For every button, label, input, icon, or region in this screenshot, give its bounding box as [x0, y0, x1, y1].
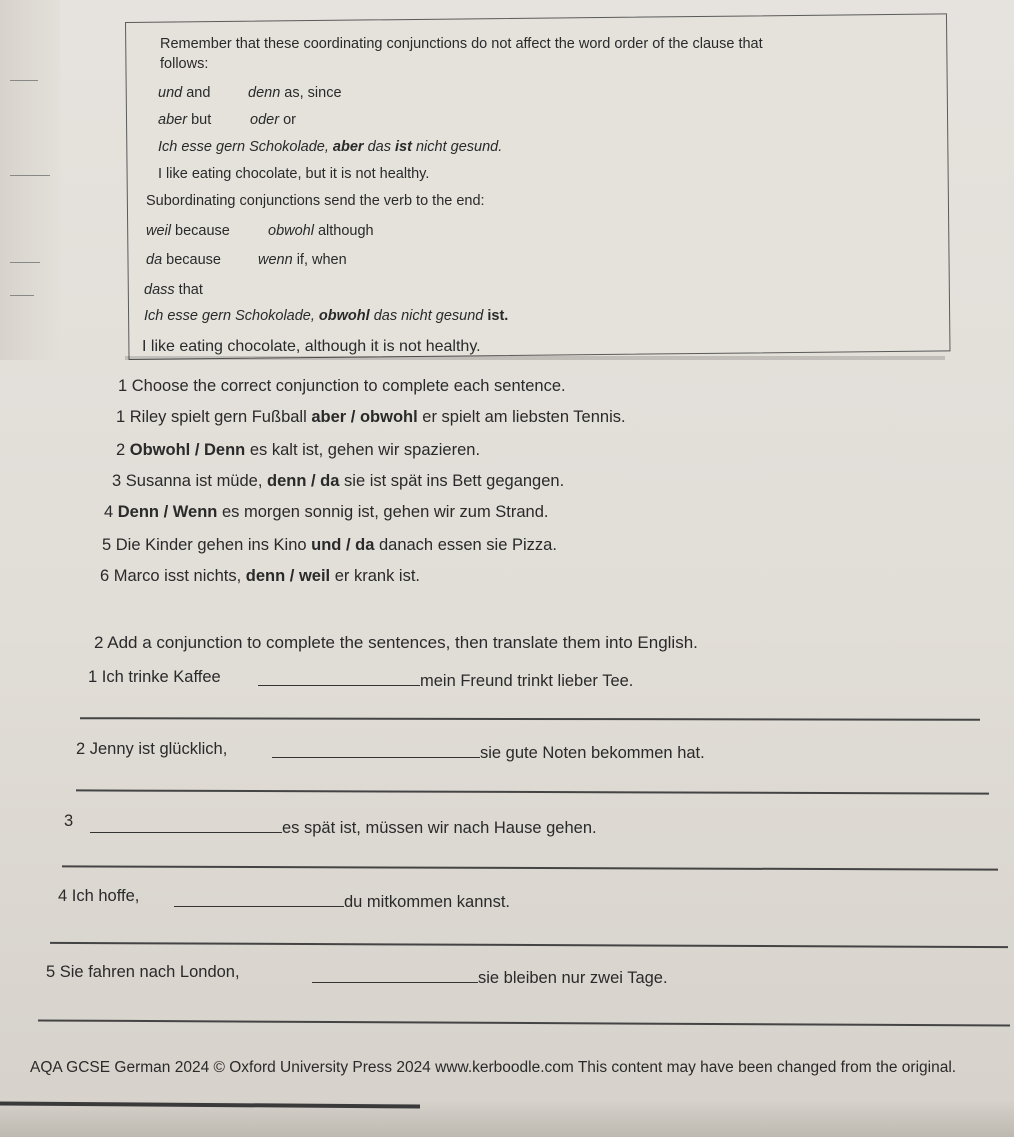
conjunction-choice[interactable]: Denn / Wenn	[117, 503, 218, 521]
exercise-1-item	[116, 408, 626, 427]
exercise-1-item	[116, 441, 480, 460]
intro-line-1: Remember that these coordinating conjunctions do not affect the word order of the clause that	[160, 36, 763, 52]
answer-blank[interactable]	[312, 965, 478, 983]
exercise-2-item-4-answer	[174, 889, 510, 912]
conjunction-en: if, when	[296, 252, 347, 268]
coord-row-2b	[250, 112, 296, 128]
sentence-end: es spät ist, müssen wir nach Hause gehen.	[282, 819, 597, 837]
sentence-text: 2	[116, 441, 130, 459]
sentence-text: danach essen sie Pizza.	[374, 536, 557, 554]
conjunction-en: although	[317, 223, 374, 239]
exercise-2-item-3-answer	[90, 815, 597, 838]
conjunction-en: as, since	[284, 85, 342, 101]
conjunction-de: weil	[146, 223, 171, 239]
edge-mark	[10, 262, 40, 263]
sentence-start: 2 Jenny ist glücklich,	[76, 740, 228, 758]
conjunction-choice[interactable]: denn / da	[267, 472, 340, 490]
edge-mark	[10, 80, 38, 81]
conjunction-de: und	[158, 85, 183, 101]
sentence-end: mein Freund trinkt lieber Tee.	[420, 672, 634, 690]
conjunction-choice[interactable]: denn / weil	[245, 567, 331, 585]
sentence-text: es morgen sonnig ist, gehen wir zum Strand.	[217, 503, 549, 521]
example-verb: ist	[395, 139, 412, 155]
sentence-end: sie bleiben nur zwei Tage.	[478, 969, 668, 987]
exercise-1-item	[100, 567, 420, 586]
exercise-2-item-5-answer	[312, 965, 668, 988]
sentence-start: 3	[64, 812, 74, 830]
translation-line[interactable]	[76, 789, 989, 794]
exercise-2-title: 2 Add a conjunction to complete the sentences, then translate them into English.	[94, 633, 698, 652]
sentence-text: 6 Marco isst nichts,	[100, 567, 246, 585]
info-box-shadow	[125, 356, 945, 360]
conjunction-de: obwohl	[268, 223, 314, 239]
example-text: Ich esse gern Schokolade,	[144, 308, 315, 324]
example-text: das nicht gesund	[373, 308, 484, 324]
translation-line[interactable]	[80, 717, 980, 720]
example-1-german	[158, 139, 502, 155]
conjunction-en: and	[186, 85, 211, 101]
example-verb: ist.	[487, 308, 509, 324]
conjunction-de: wenn	[258, 252, 293, 268]
example-2-german	[144, 308, 508, 324]
example-text: Ich esse gern Schokolade,	[158, 139, 329, 155]
sentence-start: 1 Ich trinke Kaffee	[88, 668, 221, 686]
example-1-english: I like eating chocolate, but it is not healthy.	[158, 166, 430, 182]
example-conjunction: aber	[332, 139, 364, 155]
conjunction-en: that	[178, 282, 203, 298]
exercise-1-item	[102, 536, 557, 555]
example-text: das	[367, 139, 391, 155]
sub-row-2b	[258, 252, 347, 268]
sentence-text: es kalt ist, gehen wir spazieren.	[245, 441, 481, 459]
conjunction-de: da	[146, 252, 163, 268]
example-text: nicht gesund.	[415, 139, 503, 155]
subordinating-intro: Subordinating conjunctions send the verb to the end:	[146, 193, 485, 209]
conjunction-choice[interactable]: Obwohl / Denn	[129, 441, 246, 459]
exercise-1-item	[104, 503, 548, 522]
exercise-2-item-1	[88, 668, 221, 687]
exercise-2-item-2-answer	[272, 740, 705, 763]
answer-blank[interactable]	[90, 815, 282, 833]
answer-blank[interactable]	[258, 668, 420, 686]
sentence-text: 1 Riley spielt gern Fußball	[116, 408, 312, 426]
copyright-footer	[30, 1059, 956, 1077]
sentence-text: er krank ist.	[330, 567, 421, 585]
sub-row-1b	[268, 223, 374, 239]
sentence-text: 5 Die Kinder gehen ins Kino	[102, 536, 312, 554]
sentence-text: sie ist spät ins Bett gegangen.	[339, 472, 565, 490]
left-edge-shadow	[0, 0, 60, 360]
conjunction-en: or	[283, 112, 296, 128]
translation-line[interactable]	[62, 865, 998, 870]
conjunction-choice[interactable]: aber / obwohl	[311, 408, 418, 426]
conjunction-de: aber	[158, 112, 188, 128]
sentence-text: 4	[104, 503, 118, 521]
exercise-1-title: 1 Choose the correct conjunction to complete each sentence.	[118, 377, 566, 395]
example-conjunction: obwohl	[318, 308, 370, 324]
sentence-start: 4 Ich hoffe,	[58, 887, 140, 905]
coord-row-2	[158, 112, 211, 128]
conjunction-de: denn	[248, 85, 281, 101]
exercise-2-item-4	[58, 887, 139, 906]
sentence-end: sie gute Noten bekommen hat.	[480, 744, 705, 762]
conjunction-en: because	[166, 252, 221, 268]
footer-text: AQA GCSE German 2024 © Oxford University Press 2024 www.kerboodle.com This content may have been changed from the original.	[30, 1059, 957, 1076]
sub-row-3	[144, 282, 203, 298]
sentence-start: 5 Sie fahren nach London,	[46, 963, 240, 981]
exercise-2-item-2	[76, 740, 227, 759]
edge-mark	[10, 295, 34, 296]
intro-line-2: follows:	[160, 56, 209, 72]
sub-row-2	[146, 252, 221, 268]
edge-mark	[10, 175, 50, 176]
answer-blank[interactable]	[174, 889, 344, 907]
translation-line[interactable]	[50, 942, 1008, 948]
exercise-2-item-1-answer	[258, 668, 633, 691]
example-2-english: I like eating chocolate, although it is not healthy.	[142, 338, 481, 355]
translation-line[interactable]	[38, 1019, 1010, 1026]
exercise-1-item	[112, 472, 564, 491]
answer-blank[interactable]	[272, 740, 480, 758]
sub-row-1	[146, 223, 230, 239]
coord-row-1	[158, 85, 210, 101]
exercise-2-item-3	[64, 812, 73, 831]
conjunction-choice[interactable]: und / da	[311, 536, 375, 554]
conjunction-de: oder	[250, 112, 280, 128]
conjunction-en: but	[191, 112, 212, 128]
sentence-text: 3 Susanna ist müde,	[112, 472, 268, 490]
sentence-text: er spielt am liebsten Tennis.	[417, 408, 626, 426]
conjunction-de: dass	[144, 282, 175, 298]
exercise-2-item-5	[46, 963, 240, 982]
coord-row-1b	[248, 85, 342, 101]
conjunction-en: because	[175, 223, 230, 239]
sentence-end: du mitkommen kannst.	[344, 893, 510, 911]
